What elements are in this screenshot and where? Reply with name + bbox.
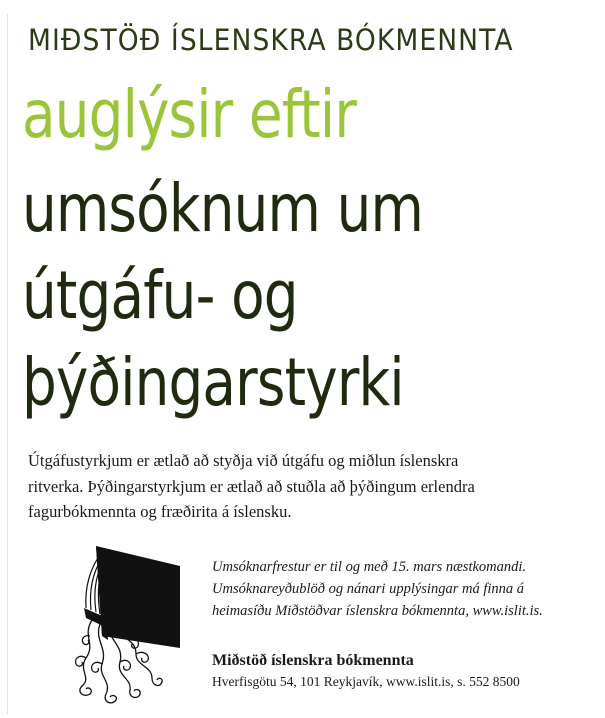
body-line: fagurbókmennta og fræðirita á íslensku. [28, 502, 292, 521]
notice-line: heimasíðu Miðstöðvar íslenskra bókmennta, www.islit.is. [212, 603, 543, 619]
headline-line-4: þýðingarstyrki [22, 344, 404, 421]
page-edge-line [7, 14, 8, 714]
notice-line: Umsóknarfrestur er til og með 15. mars næstkomandi. [212, 559, 527, 575]
body-paragraph [28, 448, 558, 525]
organization-address: Hverfisgötu 54, 101 Reykjavík, www.islit.is, s. 552 8500 [212, 674, 520, 689]
book-with-swirls-icon [62, 536, 196, 708]
organization-name: Miðstöð íslenskra bókmennta [212, 652, 414, 669]
body-line: ritverka. Þýðingarstyrkjum er ætlað að stuðla að þýðingum erlendra [28, 476, 475, 496]
deadline-notice [212, 556, 543, 622]
headline-line-2: umsóknum um [22, 170, 424, 247]
body-line: Útgáfustyrkjum er ætlað að styðja við útgáfu og miðlun íslenskra [28, 451, 459, 470]
organization-kicker: MIÐSTÖÐ ÍSLENSKRA BÓKMENNTA [28, 23, 514, 57]
headline-line-3: útgáfu- og [22, 257, 298, 334]
headline-line-1: auglýsir eftir [22, 76, 357, 153]
notice-line: Umsóknareyðublöð og nánari upplýsingar má finna á [212, 581, 525, 597]
